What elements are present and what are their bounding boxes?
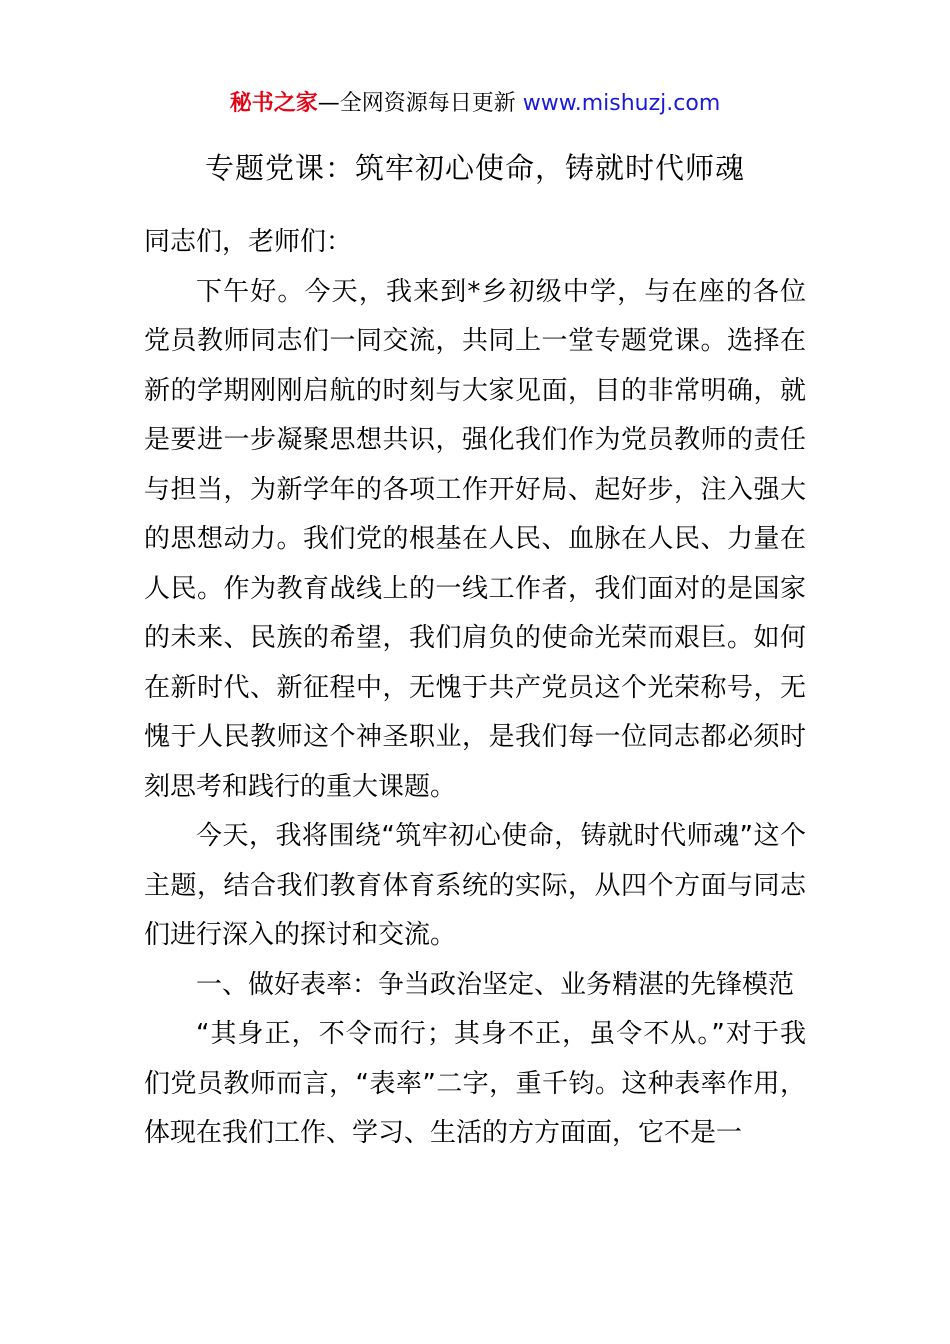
document-title: 专题党课：筑牢初心使命，铸就时代师魂 bbox=[204, 151, 745, 185]
paragraph-1: 下午好。今天，我来到*乡初级中学，与在座的各位党员教师同志们一同交流，共同上一堂专题党课。选择在新的学期刚刚启航的时刻与大家见面，目的非常明确，就是要进一步凝聚思想共识，强化我们作为党员教师的责任与担当，为新学年的各项工作开好局、起好步，注入强大的思想动力。我们党的根基在人民、血脉在人民、力量在人民。作为教育战线上的一线工作者，我们面对的是国家的未来、民族的希望，我们肩负的使命光荣而艰巨。如何在新时代、新征程中，无愧于共产党员这个光荣称号，无愧于人民教师这个神圣职业，是我们每一位同志都必须时刻思考和践行的重大课题。 bbox=[144, 276, 806, 802]
section-paragraph: “其身正，不令而行；其身不正，虽令不从。”对于我们党员教师而言，“表率”二字，重千钧。这种表率作用，体现在我们工作、学习、生活的方方面面，它不是一 bbox=[144, 1019, 806, 1148]
salutation: 同志们，老师们： bbox=[144, 227, 353, 257]
section-heading: 一、做好表率：争当政治坚定、业务精湛的先锋模范 bbox=[196, 969, 795, 1000]
paragraph-2: 今天，我将围绕“筑牢初心使命，铸就时代师魂”这个主题，结合我们教育体育系统的实际，从四个方面与同志们进行深入的探讨和交流。 bbox=[144, 821, 806, 950]
site-brand: 秘书之家 bbox=[229, 91, 318, 116]
site-tagline: —全网资源每日更新 bbox=[317, 91, 523, 116]
site-header bbox=[0, 88, 950, 120]
site-url-link[interactable]: www.mishuzj.com bbox=[522, 91, 721, 116]
document-body bbox=[144, 218, 806, 1159]
